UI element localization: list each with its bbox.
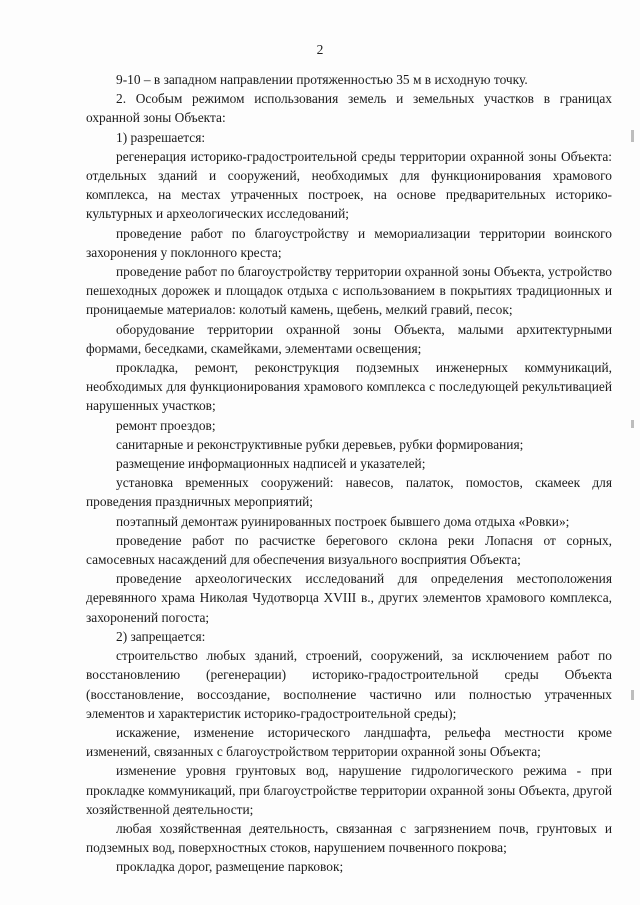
paragraph-river-bank-clearing: проведение работ по расчистке берегового склона реки Лопасня от сорных, самосевных насаждений для обеспечения визуального восприятия Объекта;	[86, 532, 612, 568]
paragraph-special-regime: 2. Особым режимом использования земель и земельных участков в границах охранной зоны Объекта:	[86, 91, 612, 126]
paragraph-equipment: оборудование территории охранной зоны Объекта, малыми архитектурными формами, беседками, скамейками, элементами освещения;	[86, 321, 612, 356]
paragraph-demolition: поэтапный демонтаж руинированных построек бывшего дома отдыха «Ровки»;	[116, 513, 570, 529]
heading-permitted: 1) разрешается:	[116, 129, 206, 145]
paragraph-roads-parking: прокладка дорог, размещение парковок;	[116, 859, 344, 875]
paragraph-archaeology: проведение археологических исследований для определения местоположения деревянного храма Николая Чудотворца XVIII в., других элементов храмового комплекса, захоронений погоста;	[86, 571, 612, 625]
paragraph-signage: размещение информационных надписей и указателей;	[116, 456, 426, 472]
paragraph-landscaping: проведение работ по благоустройству территории охранной зоны Объекта, устройство пешеходных дорожек и площадок отдыха с использованием в покрытиях традиционных и проницаемые материалов: колотый камень, щебень, мелкий гравий, песок;	[86, 264, 612, 318]
document-body	[86, 70, 612, 877]
page-number: 2	[316, 42, 324, 57]
paragraph-construction-ban: строительство любых зданий, строений, сооружений, за исключением работ по восстановлению (регенерации) историко-градостроительной среды Объекта (восстановление, воссоздание, восполнение частично или полностью утраченных элементов и характеристик историко-градостроительной среды);	[86, 648, 612, 721]
paragraph-tree-cutting: санитарные и реконструктивные рубки деревьев, рубки формирования;	[116, 436, 524, 452]
paragraph-regeneration: регенерация историко-градостроительной среды территории охранной зоны Объекта: отдельных зданий и сооружений, необходимых для функционирования храмового комплекса, на местах утраченных построек, на основе предварительных историко-культурных и археологических исследований;	[86, 148, 612, 222]
paragraph-landscape-distortion: искажение, изменение исторического ландшафта, рельефа местности кроме изменений, связанных с благоустройством территории охранной зоны Объекта;	[86, 724, 612, 760]
scan-edge-mark	[631, 690, 634, 700]
paragraph-groundwater: изменение уровня грунтовых вод, нарушение гидрологического режима - при прокладке коммуникаций, при благоустройстве территории охранной зоны Объекта, другой хозяйственной деятельности;	[86, 763, 612, 817]
paragraph-pollution: любая хозяйственная деятельность, связанная с загрязнением почв, грунтовых и подземных вод, поверхностных стоков, нарушением почвенного покрова;	[86, 820, 612, 856]
scan-edge-mark	[631, 130, 634, 142]
paragraph-memorialization: проведение работ по благоустройству и мемориализации территории воинского захоронения у поклонного креста;	[86, 225, 612, 260]
paragraph-utilities: прокладка, ремонт, реконструкция подземных инженерных коммуникаций, необходимых для функционирования храмового комплекса с последующей рекультивацией нарушенных участков;	[86, 360, 612, 414]
paragraph-temporary-structures: установка временных сооружений: навесов, палаток, помостов, скамеек для проведения праздничных мероприятий;	[86, 475, 612, 510]
scan-edge-mark	[631, 420, 634, 428]
heading-prohibited: 2) запрещается:	[116, 628, 206, 644]
paragraph-direction-9-10: 9-10 – в западном направлении протяженностью 35 м в исходную точку.	[116, 72, 528, 87]
paragraph-road-repair: ремонт проездов;	[116, 417, 216, 433]
